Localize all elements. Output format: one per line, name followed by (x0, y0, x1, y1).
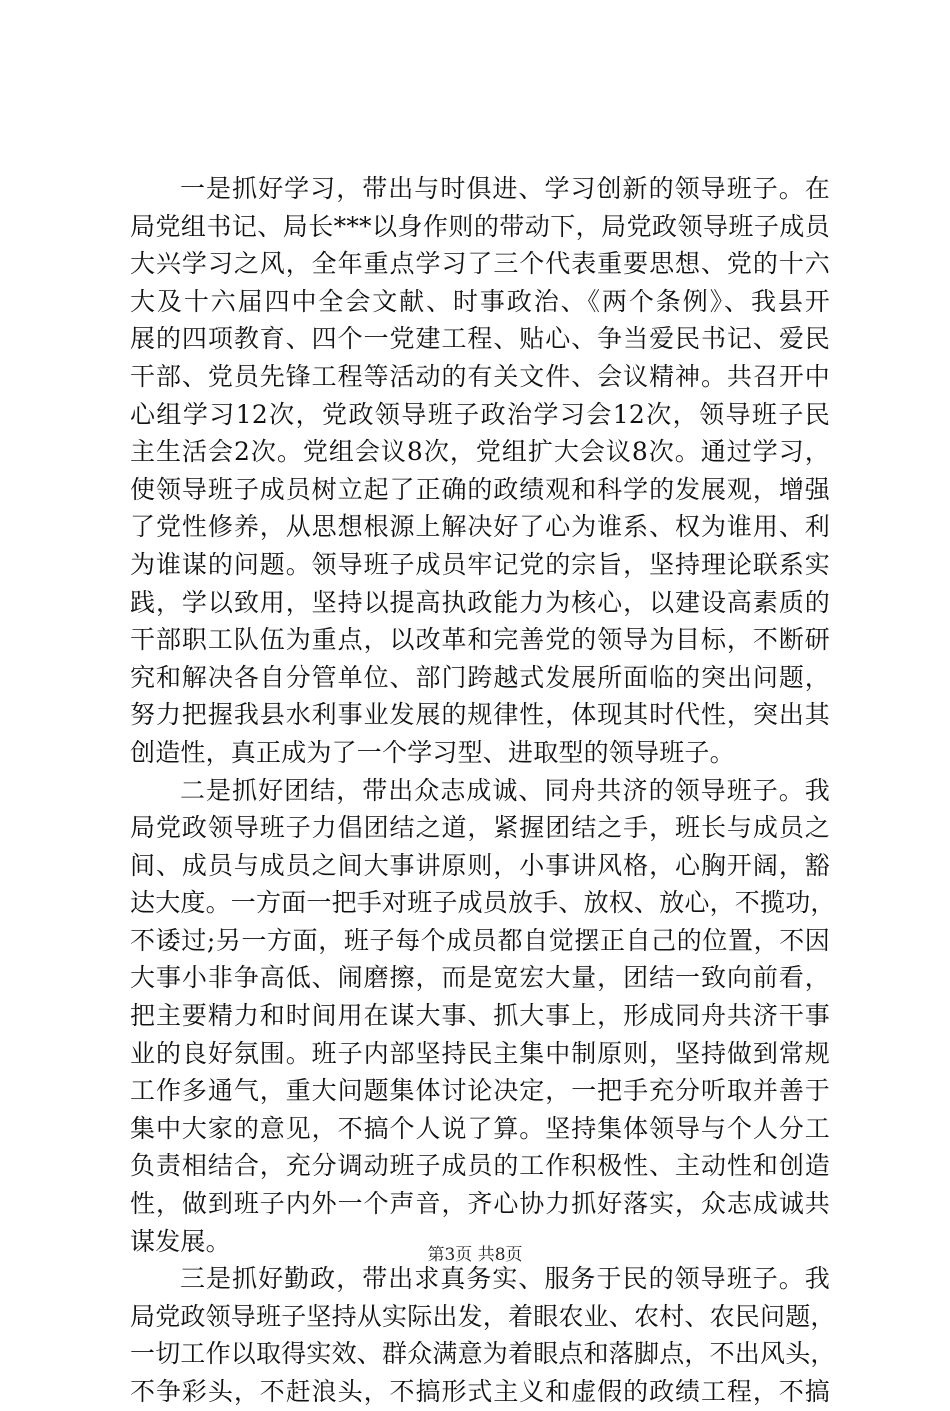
text-line: 大兴学习之风，全年重点学习了三个代表重要思想、党的十六 (130, 249, 830, 279)
text-line: 一切工作以取得实效、群众满意为着眼点和落脚点，不出风头， (130, 1339, 836, 1369)
page-footer: 第3页 共8页 (427, 1245, 523, 1265)
text-line: 局党政领导班子力倡团结之道，紧握团结之手，班长与成员之 (130, 813, 830, 843)
text-line: 负责相结合，充分调动班子成员的工作积极性、主动性和创造 (130, 1151, 830, 1181)
text-line: 二是抓好团结，带出众志成诚、同舟共济的领导班子。我 (180, 775, 830, 805)
text-line: 三是抓好勤政，带出求真务实、服务于民的领导班子。我 (180, 1264, 830, 1294)
text-line: 大事小非争高低、闹磨擦，而是宽宏大量，团结一致向前看， (130, 963, 830, 993)
text-line: 主生活会2次。党组会议8次，党组扩大会议8次。通过学习， (130, 437, 830, 467)
text-line: 干部、党员先锋工程等活动的有关文件、会议精神。共召开中 (130, 361, 830, 391)
text-line: 心组学习12次，党政领导班子政治学习会12次，领导班子民 (130, 399, 830, 429)
text-line: 局党组书记、局长***以身作则的带动下，局党政领导班子成员 (130, 211, 830, 241)
text-line: 间、成员与成员之间大事讲原则，小事讲风格，心胸开阔，豁 (130, 850, 830, 880)
text-line: 了党性修养，从思想根源上解决好了心为谁系、权为谁用、利 (130, 512, 830, 542)
text-line: 不诿过;另一方面，班子每个成员都自觉摆正自己的位置，不因 (130, 925, 830, 955)
text-line: 达大度。一方面一把手对班子成员放手、放权、放心，不揽功， (130, 888, 836, 918)
text-line: 究和解决各自分管单位、部门跨越式发展所面临的突出问题， (130, 662, 830, 692)
text-line: 干部职工队伍为重点，以改革和完善党的领导为目标，不断研 (130, 625, 830, 655)
text-line: 使领导班子成员树立起了正确的政绩观和科学的发展观，增强 (130, 474, 830, 504)
text-line: 性，做到班子内外一个声音，齐心协力抓好落实，众志成诚共 (130, 1189, 830, 1219)
text-line: 业的良好氛围。班子内部坚持民主集中制原则，坚持做到常规 (130, 1038, 830, 1068)
text-line: 创造性，真正成为了一个学习型、进取型的领导班子。 (130, 737, 735, 767)
document-body (130, 170, 836, 1411)
text-line: 工作多通气，重大问题集体讨论决定，一把手充分听取并善于 (130, 1076, 830, 1106)
text-line: 努力把握我县水利事业发展的规律性，体现其时代性，突出其 (130, 700, 830, 730)
text-line: 谋发展。 (130, 1226, 231, 1256)
text-line: 集中大家的意见，不搞个人说了算。坚持集体领导与个人分工 (130, 1113, 830, 1143)
text-line: 展的四项教育、四个一党建工程、贴心、争当爱民书记、爱民 (130, 324, 830, 354)
text-line: 把主要精力和时间用在谋大事、抓大事上，形成同舟共济干事 (130, 1001, 830, 1031)
text-line: 不争彩头，不赶浪头，不搞形式主义和虚假的政绩工程，不搞 (130, 1377, 830, 1406)
text-line: 局党政领导班子坚持从实际出发，着眼农业、农村、农民问题， (130, 1301, 836, 1331)
text-line: 大及十六届四中全会文献、时事政治、《两个条例》、我县开 (130, 286, 830, 316)
text-line: 一是抓好学习，带出与时俱进、学习创新的领导班子。在 (180, 174, 830, 203)
text-line: 践，学以致用，坚持以提高执政能力为核心，以建设高素质的 (130, 587, 830, 617)
text-line: 为谁谋的问题。领导班子成员牢记党的宗旨，坚持理论联系实 (130, 549, 830, 579)
